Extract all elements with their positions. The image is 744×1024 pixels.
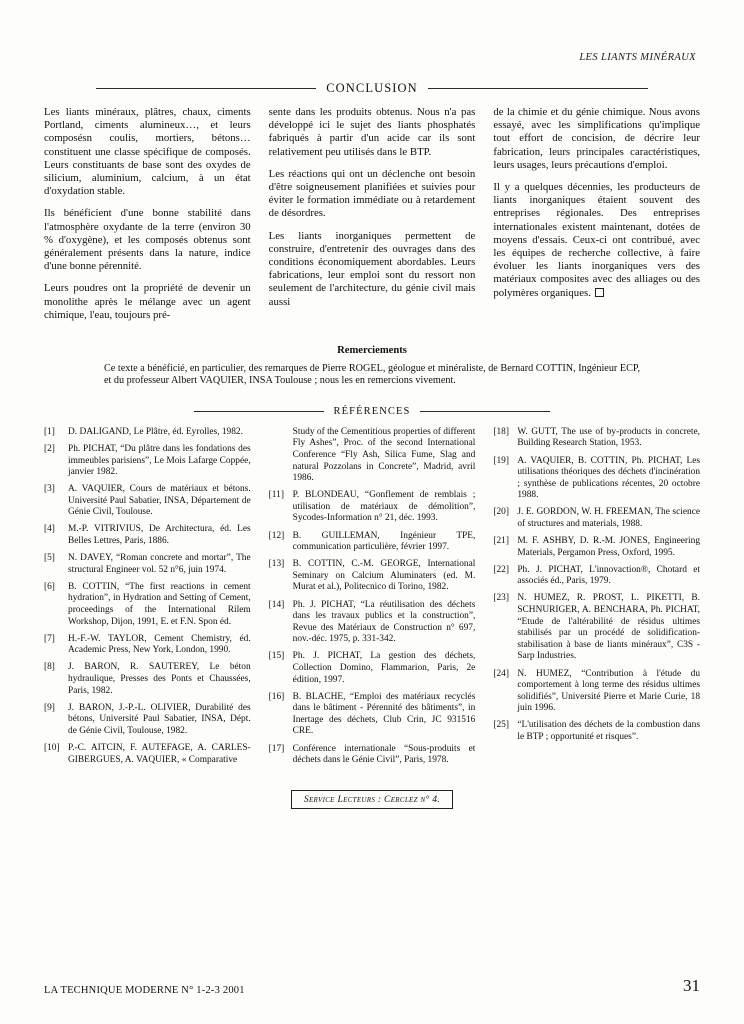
acknowledgements (104, 345, 640, 388)
reference-number (269, 427, 293, 485)
reference-number: [16] (268, 691, 285, 702)
reference-item (269, 559, 476, 594)
end-of-article-mark (595, 288, 604, 297)
reference-text: P.-C. AITCIN, F. AUTEFAGE, A. CARLES-GIBERGUES, A. VAQUIER, « Comparative (68, 742, 251, 765)
reference-number: [3] (44, 484, 55, 495)
reference-number: [13] (268, 559, 285, 570)
reference-number: [21] (493, 536, 509, 547)
conclusion-heading (44, 81, 700, 96)
reference-item (44, 484, 251, 519)
conclusion-body (44, 106, 700, 331)
reference-text: B. BLACHE, “Emploi des matériaux recyclés dans le bâtiment - Pérennité des bâtiments”, in Inertage des déchets, Club Crin, JC 931516 CRE. (292, 691, 476, 737)
reference-item (493, 507, 700, 530)
reference-text: P. BLONDEAU, “Gonflement de remblais ; utilisation de matériaux de démolition”, Sycodes-Information n° 21, déc. 1993. (292, 490, 476, 524)
paragraph: de la chimie et du génie chimique. Nous avons essayé, avec les simplifications qu'implique tout effort de concision, de décrire leur fabrication, leurs principales caractéristiques, leurs usages, leurs précautions d'emploi. (493, 106, 701, 171)
reference-number: [22] (493, 564, 509, 575)
reference-item (44, 524, 251, 547)
reference-number: [12] (268, 530, 285, 541)
reference-number: [11] (268, 490, 284, 501)
reference-text: B. COTTIN, “The first reactions in cement hydration”, in Hydration and Setting of Cement, proceedings of the International Rilem Workshop, Dijon, 1991, E. et F.N. Spon éd. (68, 581, 251, 627)
reference-item (44, 703, 251, 738)
reference-text: B. COTTIN, C.-M. GEORGE, International Seminary on Calcium Aluminaters (ed. M. Murat et al.), Politecnico di Torino, 1982. (292, 559, 476, 593)
reference-text: N. HUMEZ, “Contribution à l'étude du comportement à long terme des résidus ultimes solidifiés”, Université Pierre et Marie Curie, 18 juin 1996. (517, 668, 701, 714)
reference-number: [9] (44, 702, 55, 713)
references-heading-label: RÉFÉRENCES (333, 405, 411, 417)
reference-number: [1] (44, 426, 55, 437)
reference-number: [24] (493, 668, 509, 679)
reference-number: [14] (268, 599, 285, 610)
references-column-1 (44, 427, 251, 772)
reference-item (44, 553, 251, 576)
reference-number: [5] (44, 553, 55, 564)
reference-text: D. DALIGAND, Le Plâtre, éd. Eyrolles, 1982. (68, 426, 243, 437)
conclusion-column-2 (269, 106, 476, 331)
reference-item (44, 743, 251, 766)
paragraph: Les liants minéraux, plâtres, chaux, ciments Portland, ciments alumineux…, et leurs composésn coulis, mortiers, bétons… constituent une classe spécifique de composés. Leurs constituants de base sont des oxydes de silicium, aluminium, calcium, à un état d'oxydation stable. (44, 106, 251, 198)
reference-item (269, 651, 476, 686)
reference-number: [6] (44, 581, 55, 592)
paragraph: Ils bénéficient d'une bonne stabilité dans l'atmosphère oxydante de la terre (environ 30 % d'oxygène), et les composés obtenus sont généralement présents dans la nature, indice d'une bonne pérennité. (44, 207, 251, 273)
references-column-2 (269, 427, 476, 772)
references-body (44, 427, 700, 772)
reference-item (44, 634, 251, 657)
conclusion-column-3 (493, 106, 700, 331)
reference-number: [18] (493, 426, 509, 437)
paragraph: Leurs poudres ont la propriété de devenir un monolithe après le mélange avec un agent chimique, l'eau, toujours pré- (44, 282, 251, 321)
reference-text: W. GUTT, The use of by-products in concrete, Building Research Station, 1953. (517, 426, 701, 449)
reference-number: [4] (44, 524, 55, 535)
reference-text: Ph. PICHAT, “Du plâtre dans les fondations des immeubles parisiens”, Le Mois Lafarge Coppée, janvier 1982. (68, 443, 251, 478)
reference-text: Ph. J. PICHAT, La gestion des déchets, Collection Domino, Flammarion, Paris, 2e édition, 1997. (292, 651, 476, 685)
reference-text: N. HUMEZ, R. PROST, L. PIKETTI, B. SCHNURIGER, A. BENCHARA, Ph. PICHAT, “Etude de l'altérabilité de résidus ultimes stabilisés par un procédé de solidification-stabilisation à base de liants minéraux”, C3S - Sarp Industries. (517, 593, 701, 662)
reference-text: Ph. J. PICHAT, “La réutilisation des déchets dans les travaux publics et la construction”, Revue des Matériaux de Construction n° 697, nov.-déc. 1975, p. 331-342. (292, 599, 476, 645)
service-readers-box: Service Lecteurs : Cerclez n° 4. (291, 790, 453, 809)
running-head: LES LIANTS MINÉRAUX (579, 52, 696, 63)
reference-item (269, 692, 476, 738)
conclusion-heading-label: CONCLUSION (326, 81, 418, 95)
reference-item (269, 531, 476, 554)
reference-number: [15] (268, 651, 285, 662)
service-box-wrapper (44, 790, 700, 809)
paragraph-with-endmark (493, 181, 700, 300)
reference-item (44, 444, 251, 479)
reference-text: A. VAQUIER, B. COTTIN, Ph. PICHAT, Les utilisations théoriques des déchets d'incinération ; synthèse de publications récentes, 20 octobre 1988. (517, 455, 701, 501)
rule-line-left (96, 88, 316, 89)
reference-item (493, 456, 700, 502)
rule-line-right (428, 88, 648, 89)
reference-item (493, 720, 700, 743)
conclusion-column-1 (44, 106, 251, 331)
paragraph-text: Il y a quelques décennies, les producteurs de liants inorganiques étaient souvent des entreprises régionales. Des entreprises internationales existent maintenant, dotées de moyens d'essais. Ceux-ci ont contribué, avec les équipes de recherche collective, à faire évoluer les liants inorganiques vers des matériaux composites avec des alliages ou des polymères organiques. (493, 181, 701, 299)
references-column-3 (493, 427, 700, 772)
reference-text: “L'utilisation des déchets de la combustion dans le BTP ; opportunité et risques”. (517, 720, 701, 742)
reference-number: [17] (268, 743, 285, 754)
reference-item (493, 565, 700, 588)
reference-text: Ph. J. PICHAT, L'innovaction®, Chotard et associés éd., Paris, 1979. (517, 564, 701, 587)
reference-item (493, 427, 700, 450)
reference-number: [19] (493, 455, 509, 466)
footer-journal-line: LA TECHNIQUE MODERNE N° 1-2-3 2001 (44, 985, 245, 996)
reference-number: [23] (493, 593, 509, 604)
reference-item (44, 662, 251, 697)
reference-text: B. GUILLEMAN, Ingénieur TPE, communication particulière, février 1997. (292, 530, 476, 553)
reference-number: [2] (44, 443, 55, 454)
reference-text: J. E. GORDON, W. H. FREEMAN, The science of structures and materials, 1988. (517, 507, 701, 529)
paragraph: Les liants inorganiques permettent de construire, d'entretenir des ouvrages dans des conditions économiquement abordables. Leurs fabrications, leur emploi sont du ressort non seulement de l'architecture, du génie civil mais aussi (268, 229, 476, 308)
rule-line-right (420, 411, 550, 412)
rule-line-left (194, 411, 324, 412)
reference-item (493, 536, 700, 559)
reference-text: M.-P. VITRIVIUS, De Architectura, éd. Les Belles Lettres, Paris, 1886. (68, 524, 251, 547)
reference-item (493, 669, 700, 715)
reference-text: N. DAVEY, “Roman concrete and mortar”, The structural Engineer vol. 52 n°6, juin 1974. (68, 553, 251, 575)
reference-item (269, 744, 476, 767)
reference-item (269, 490, 476, 525)
reference-text: J. BARON, J.-P.-L. OLIVIER, Durabilité des bétons, Université Paul Sabatier, INSA, Dépt. de Génie Civil, Toulouse, 1982. (68, 702, 251, 736)
reference-text: Conférence internationale “Sous-produits et déchets dans le Génie Civil”, Paris, 1978. (292, 743, 476, 766)
reference-number: [8] (44, 662, 55, 673)
paragraph: sente dans les produits obtenus. Nous n'a pas développé ici le sujet des liants phosphatés fabriqués à partir d'un acide car ils sont relativement peu utilisés dans le BTP. (268, 106, 476, 158)
page-content (44, 44, 700, 984)
references-heading (44, 406, 700, 417)
reference-item-continued (269, 427, 476, 485)
acknowledgements-text: Ce texte a bénéficié, en particulier, des remarques de Pierre ROGEL, géologue et minéraliste, de Bernard COTTIN, Ingénieur ECP, et du professeur Albert VAQUIER, INSA Toulouse ; nous les en remercions vivement. (104, 362, 640, 387)
reference-item (44, 582, 251, 628)
reference-text: M. F. ASHBY, D. R.-M. JONES, Engineering Materials, Pergamon Press, Oxford, 1995. (517, 536, 701, 558)
reference-text: Study of the Cementitious properties of different Fly Ashes”, Proc. of the second International Conference “Fly Ash, Silica Fume, Slag and natural Pozzolans in Concrete”, Madrid, avril 1986. (292, 426, 476, 484)
reference-item (269, 600, 476, 646)
reference-text: J. BARON, R. SAUTEREY, Le béton hydraulique, Presses des Ponts et Chaussées, Paris, 1982. (68, 662, 251, 696)
page-number: 31 (683, 976, 700, 995)
reference-number: [10] (44, 742, 60, 753)
reference-number: [20] (493, 507, 509, 518)
reference-number: [25] (493, 720, 509, 731)
reference-item (493, 593, 700, 663)
reference-number: [7] (44, 633, 55, 644)
paragraph: Les réactions qui ont un déclenche ont besoin d'être soigneusement planifiées et suivies pour éviter le formation immédiate ou à retardement de désordres. (268, 167, 476, 220)
reference-text: A. VAQUIER, Cours de matériaux et bétons. Université Paul Sabatier, INSA, Département de Génie Civil, Toulouse. (68, 484, 251, 518)
acknowledgements-title: Remerciements (337, 345, 407, 357)
reference-item (44, 427, 251, 439)
reference-text: H.-F.-W. TAYLOR, Cement Chemistry, éd. Academic Press, New York, London, 1990. (68, 633, 251, 656)
page-footer (44, 976, 700, 996)
